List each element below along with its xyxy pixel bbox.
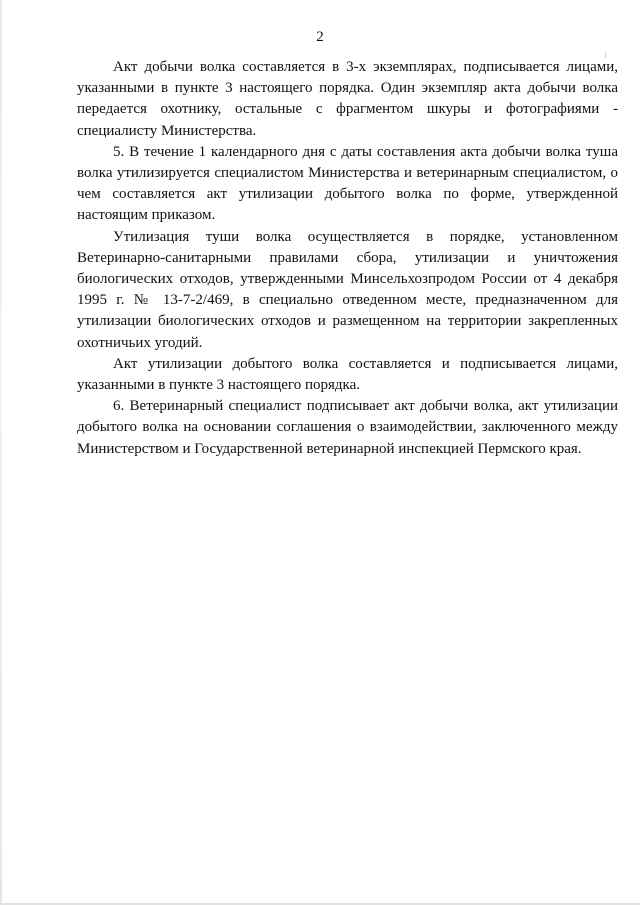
paragraph-item-6: 6. Ветеринарный специалист подписывает акт добычи волка, акт утилизации добытого волка на основании соглашения о взаимодействии, заключенного между Министерством и Государственной ветеринарной инспекцией Пермского края. [77, 398, 618, 457]
paragraph-disposal-procedure: Утилизация туши волка осуществляется в порядке, установленном Ветеринарно-санитарными правилами сбора, утилизации и уничтожения биологических отходов, утвержденными Минсельхозпродом России от 4 декабря 1995 г. № 13-7-2/469, в специально отведенном месте, предназначенном для утилизации биологических отходов и размещенном на территории закрепленных охотничьих угодий. [77, 228, 618, 351]
page-number: 2 [316, 29, 324, 45]
paragraph-item-5: 5. В течение 1 календарного дня с даты составления акта добычи волка туша волка утилизируется специалистом Министерства и ветеринарным специалистом, о чем составляется акт утилизации добытого волка по форме, утвержденной настоящим приказом. [77, 143, 618, 224]
document-body [77, 57, 618, 460]
scan-edge-left [0, 0, 2, 905]
paragraph-disposal-act: Акт утилизации добытого волка составляется и подписывается лицами, указанными в пункте 3 настоящего порядка. [77, 355, 618, 394]
paragraph-act-copies: Акт добычи волка составляется в 3-х экземплярах, подписывается лицами, указанными в пункте 3 настоящего порядка. Один экземпляр акта добычи волка передается охотнику, остальные с фрагментом шкуры и фотографиями - специалисту Министерства. [77, 59, 618, 139]
